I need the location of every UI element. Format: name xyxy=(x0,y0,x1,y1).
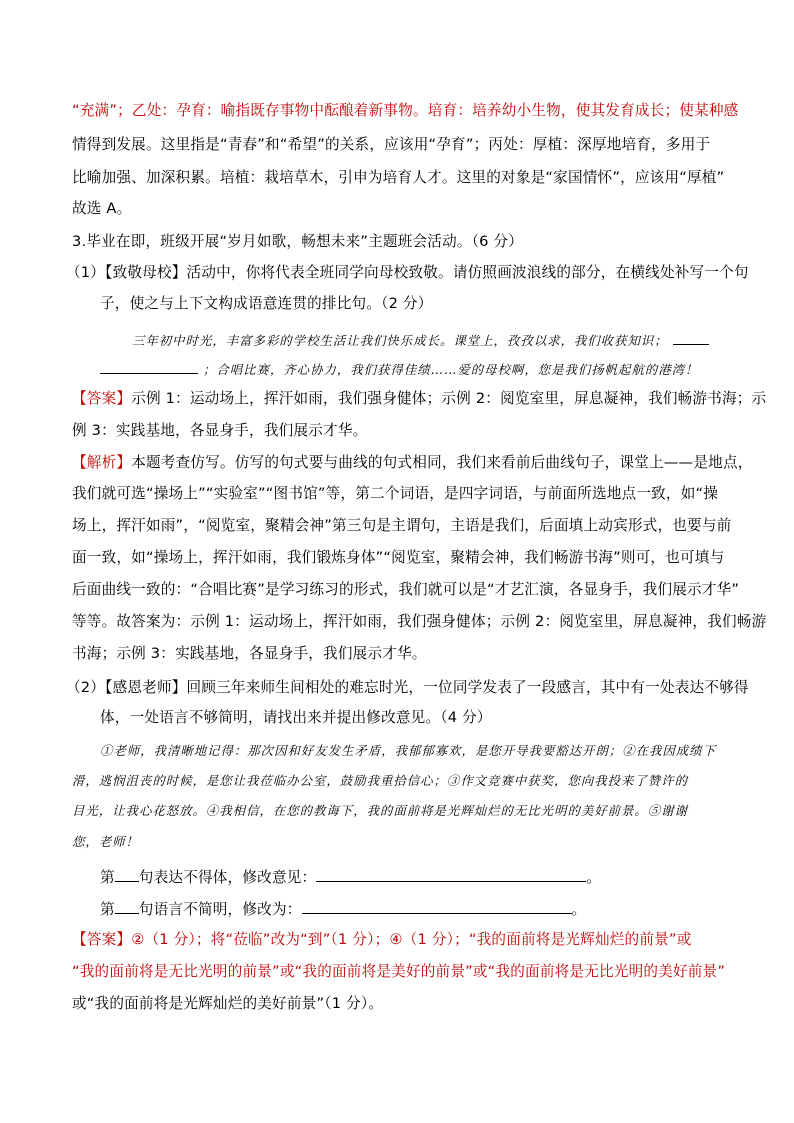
passage-text: ；合唱比赛，齐心协力，我们获得佳绩……爱的母校啊，您是我们扬帆起航的港湾！ xyxy=(202,362,699,377)
revision-blank[interactable] xyxy=(316,866,586,882)
analysis-line-3: 场上，挥汗如雨”，“阅览室，聚精会神”第三句是主谓句，主语是我们，后面填上动宾形式，也要与前 xyxy=(72,517,732,534)
fill-prefix: 第 xyxy=(100,901,115,918)
answer-tag: 【答案】 xyxy=(72,390,132,407)
answer-text: ②（1 分）；将“莅临”改为“到”（1 分）；④（1 分）；“我的面前将是光辉灿烂的前景”或 xyxy=(131,931,692,948)
question-3-1-prompt-line-2: 子，使之与上下文构成语意连贯的排比句。（2 分） xyxy=(100,295,433,312)
analysis-text: 本题考查仿写。仿写的句式要与曲线的句式相同，我们来看前后曲线句子，课堂上——是地点， xyxy=(131,454,753,471)
revision-blank[interactable] xyxy=(302,898,572,914)
analysis-line-6: 等等。故答案为：示例 1：运动场上，挥汗如雨，我们强身健体；示例 2：阅览室里，屏息凝神，我们畅游 xyxy=(72,613,767,630)
speech-line-4: 您，老师！ xyxy=(72,834,139,849)
analysis-continuation-line-4: 故选 A。 xyxy=(72,200,132,217)
answer-tag: 【答案】 xyxy=(72,931,132,948)
analysis-line-7: 书海；示例 3：实践基地，各显身手，我们展示才华。 xyxy=(72,645,427,662)
speech-line-1: ①老师，我清晰地记得：那次因和好友发生矛盾，我郁郁寡欢，是您开导我要豁达开朗；②在我因成绩下 xyxy=(100,743,716,758)
answer-2-line-2: “我的面前将是无比光明的前景”或“我的面前将是美好的前景”或“我的面前将是无比光明的美好前景” xyxy=(72,963,726,980)
analysis-continuation-line-3: 比喻加强、加深积累。培植：栽培草木，引申为培育人才。这里的对象是“家国情怀”，应该用“厚植” xyxy=(72,169,725,186)
question-3-2-prompt-line-1: （2）【感恩老师】回顾三年来师生间相处的难忘时光，一位同学发表了一段感言，其中有一处表达不够得 xyxy=(66,679,749,696)
answer-2-line-3: 或“我的面前将是光辉灿烂的美好前景”（1 分）。 xyxy=(72,995,384,1012)
passage-line-1 xyxy=(132,329,792,351)
fill-suffix: 。 xyxy=(586,869,602,886)
fill-line-1 xyxy=(100,866,760,888)
fill-label: 句表达不得体，修改意见： xyxy=(138,869,317,886)
analysis-line-4: 面一致，如“操场上，挥汗如雨，我们锻炼身体”“阅览室，聚精会神，我们畅游书海”则可，也可填与 xyxy=(72,549,725,566)
answer-line-2: 例 3：实践基地，各显身手，我们展示才华。 xyxy=(72,422,368,439)
passage-text: 三年初中时光，丰富多彩的学校生活让我们快乐成长。课堂上，孜孜以求，我们收获知识； xyxy=(132,333,668,348)
question-3-2-prompt-line-2: 体，一处语言不够简明，请找出来并提出修改意见。（4 分） xyxy=(100,709,492,726)
analysis-continuation-line-2: 情得到发展。这里指是“青春”和“希望”的关系，应该用“孕育”；丙处：厚植：深厚地培育，多用于 xyxy=(72,136,711,153)
fill-blank[interactable] xyxy=(100,358,198,374)
fill-suffix: 。 xyxy=(571,901,587,918)
analysis-line-1 xyxy=(72,453,753,473)
passage-line-2 xyxy=(100,358,760,380)
analysis-tag: 【解析】 xyxy=(72,454,132,471)
sentence-number-blank[interactable] xyxy=(115,866,139,882)
fill-prefix: 第 xyxy=(100,869,115,886)
sentence-number-blank[interactable] xyxy=(115,898,139,914)
fill-blank[interactable] xyxy=(673,329,709,345)
analysis-continuation-line-1: “充满”；乙处：孕育：喻指既存事物中酝酿着新事物。培育：培养幼小生物，使其发育成长；使某种感 xyxy=(72,102,739,119)
analysis-line-5: 后面曲线一致的：“合唱比赛”是学习练习的形式，我们就可以是“才艺汇演，各显身手，我们展示才华” xyxy=(72,581,740,598)
question-3-1-prompt-line-1: （1）【致敬母校】活动中，你将代表全班同学向母校致敬。请仿照画波浪线的部分，在横线处补写一个句 xyxy=(66,264,749,281)
question-3-title: 3.毕业在即，班级开展“岁月如歌，畅想未来”主题班会活动。（6 分） xyxy=(72,233,524,250)
answer-line-1 xyxy=(72,389,767,409)
fill-label: 句语言不简明，修改为： xyxy=(138,901,302,918)
answer-text: 示例 1：运动场上，挥汗如雨，我们强身健体；示例 2：阅览室里，屏息凝神，我们畅游书海；示 xyxy=(131,390,767,407)
speech-line-2: 滑，逃悯沮丧的时候，是您让我莅临办公室，鼓励我重拾信心；③作文竞赛中获奖，您向我投来了赞许的 xyxy=(72,773,688,788)
fill-line-2 xyxy=(100,898,760,920)
analysis-line-2: 我们就可选“操场上”“实验室”“图书馆”等，第二个词语，是四字词语，与前面所选地点一致，如“操 xyxy=(72,485,719,502)
speech-line-3: 目光，让我心花怒放。④我相信，在您的教诲下，我的面前将是光辉灿烂的无比光明的美好前景。⑤谢谢 xyxy=(72,803,688,818)
answer-2-line-1 xyxy=(72,930,732,950)
